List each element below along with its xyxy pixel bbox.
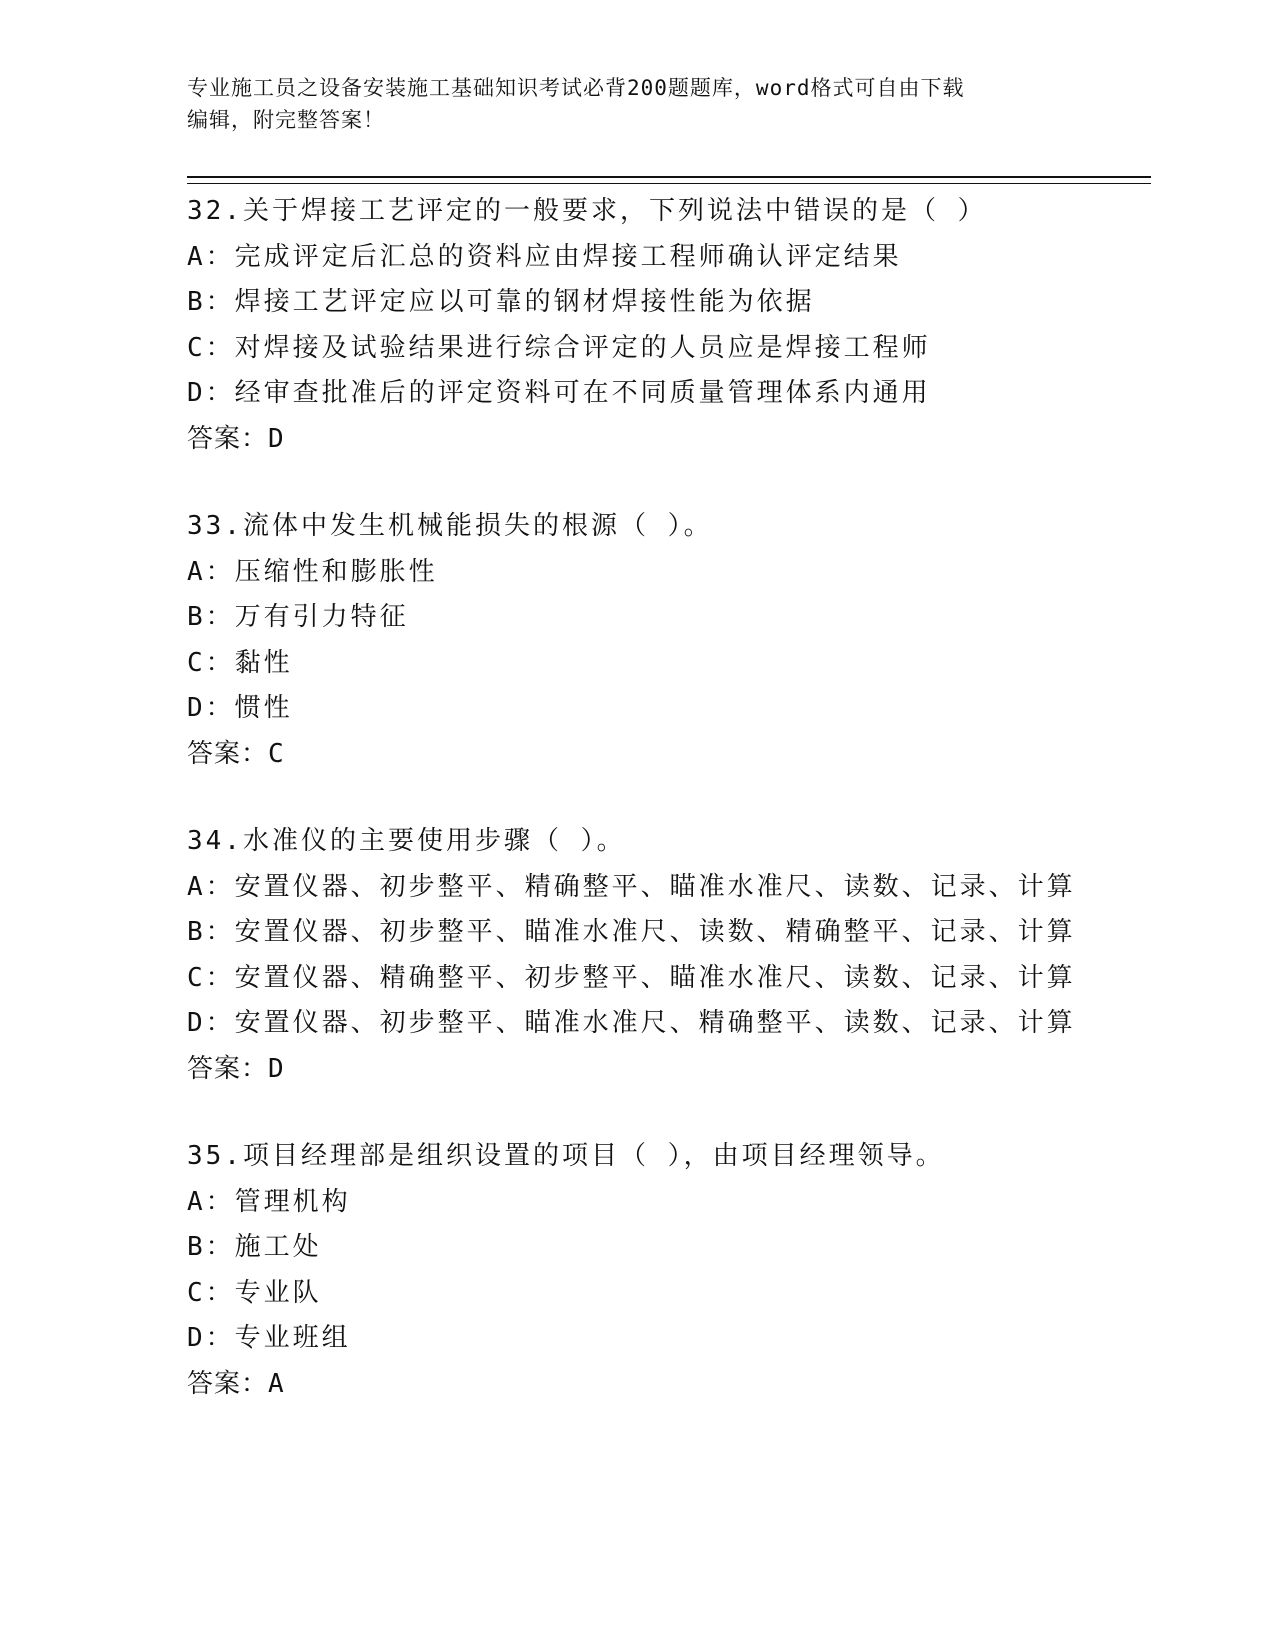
option-b: B：安置仪器、初步整平、瞄准水准尺、读数、精确整平、记录、计算 bbox=[187, 917, 1076, 947]
option-a: A：压缩性和膨胀性 bbox=[187, 556, 438, 587]
answer-label: 答案： bbox=[187, 738, 269, 769]
answer-value: C bbox=[268, 738, 285, 769]
header-divider-thick bbox=[187, 176, 1151, 178]
option-b: B：焊接工艺评定应以可靠的钢材焊接性能为依据 bbox=[187, 287, 815, 317]
answer-label: 答案： bbox=[187, 1053, 269, 1084]
question-stem: 35.项目经理部是组织设置的项目（ ），由项目经理领导。 bbox=[187, 1141, 945, 1171]
question-33 bbox=[187, 504, 1151, 777]
question-34 bbox=[187, 819, 1151, 1092]
question-stem: 33.流体中发生机械能损失的根源（ ）。 bbox=[187, 511, 713, 541]
question-stem: 34.水准仪的主要使用步骤（ ）。 bbox=[187, 826, 626, 856]
option-d: D：经审查批准后的评定资料可在不同质量管理体系内通用 bbox=[187, 378, 931, 408]
question-32 bbox=[187, 189, 1151, 462]
option-a: A：管理机构 bbox=[187, 1186, 351, 1217]
answer-label: 答案： bbox=[187, 1368, 269, 1399]
option-d: D：安置仪器、初步整平、瞄准水准尺、精确整平、读数、记录、计算 bbox=[187, 1008, 1076, 1038]
option-a: A：安置仪器、初步整平、精确整平、瞄准水准尺、读数、记录、计算 bbox=[187, 871, 1076, 902]
answer-label: 答案： bbox=[187, 423, 269, 454]
answer-value: D bbox=[268, 423, 285, 454]
option-d: D：惯性 bbox=[187, 693, 293, 723]
header-line-2: 编辑，附完整答案！ bbox=[187, 108, 385, 132]
answer bbox=[187, 417, 1151, 463]
answer bbox=[187, 1047, 1151, 1093]
question-list bbox=[187, 189, 1151, 1449]
answer bbox=[187, 732, 1151, 778]
question-35 bbox=[187, 1134, 1151, 1407]
option-b: B：施工处 bbox=[187, 1232, 322, 1262]
header-line-1: 专业施工员之设备安装施工基础知识考试必背200题题库，word格式可自由下载 bbox=[187, 76, 965, 100]
option-c: C：专业队 bbox=[187, 1277, 322, 1308]
option-c: C：对焊接及试验结果进行综合评定的人员应是焊接工程师 bbox=[187, 332, 931, 363]
header-divider-thin bbox=[187, 183, 1151, 184]
answer-value: A bbox=[268, 1368, 285, 1399]
option-b: B：万有引力特征 bbox=[187, 602, 409, 632]
question-stem: 32.关于焊接工艺评定的一般要求，下列说法中错误的是（ ） bbox=[187, 196, 987, 226]
option-a: A：完成评定后汇总的资料应由焊接工程师确认评定结果 bbox=[187, 241, 902, 272]
option-c: C：安置仪器、精确整平、初步整平、瞄准水准尺、读数、记录、计算 bbox=[187, 962, 1076, 993]
document-header bbox=[187, 72, 1067, 136]
answer-value: D bbox=[268, 1053, 285, 1084]
option-c: C：黏性 bbox=[187, 647, 293, 678]
answer bbox=[187, 1362, 1151, 1408]
option-d: D：专业班组 bbox=[187, 1323, 351, 1353]
